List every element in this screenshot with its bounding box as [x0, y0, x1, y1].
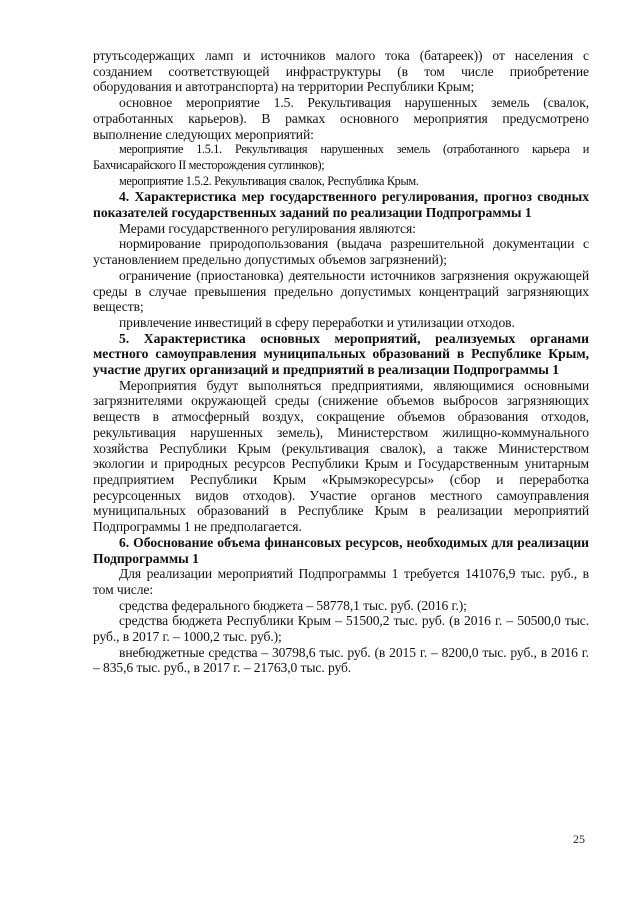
paragraph-regulation-intro: Мерами государственного регулирования являются:: [119, 220, 416, 236]
paragraph-rationing: нормирование природопользования (выдача разрешительной документации с установлением предельно допустимых объемов загрязнений);: [93, 236, 589, 268]
paragraph-restriction: ограничение (приостановка) деятельности источников загрязнения окружающей среды в случае превышения предельно допустимых концентраций загрязняющих веществ;: [93, 267, 589, 315]
section-heading-6: 6. Обоснование объема финансовых ресурсов, необходимых для реализации Подпрограммы 1: [93, 534, 589, 566]
paragraph-regional-budget: средства бюджета Республики Крым – 51500,2 тыс. руб. (в 2016 г. – 50500,0 тыс. руб., в 2017 г. – 1000,2 тыс. руб.);: [93, 613, 589, 645]
paragraph-federal-budget: средства федерального бюджета – 58778,1 тыс. руб. (2016 г.);: [119, 597, 467, 613]
paragraph-funding-total: Для реализации мероприятий Подпрограммы 1 требуется 141076,9 тыс. руб., в том числе:: [93, 566, 589, 597]
document-body: [93, 48, 589, 676]
section-heading-4: 4. Характеристика мер государственного регулирования, прогноз сводных показателей государственных заданий по реализации Подпрограммы 1: [93, 189, 589, 221]
paragraph-measure-1-5-2: мероприятие 1.5.2. Рекультивация свалок, Республика Крым.: [119, 173, 419, 188]
paragraph-measure-1-5-1: мероприятие 1.5.1. Рекультивация нарушенных земель (отработанного карьера и Бахчисарайского II месторождения суглинков);: [93, 142, 589, 172]
paragraph-extrabudgetary: внебюджетные средства – 30798,6 тыс. руб. (в 2015 г. – 8200,0 тыс. руб., в 2016 г. – 835,6 тыс. руб., в 2017 г. – 21763,0 тыс. руб.: [93, 644, 589, 676]
paragraph-measure-1-5: основное мероприятие 1.5. Рекультивация нарушенных земель (свалок, отработанных карьеров). В рамках основного мероприятия предусмотрено выполнение следующих мероприятий:: [93, 95, 589, 142]
section-heading-5: 5. Характеристика основных мероприятий, реализуемых органами местного самоуправления муниципальных образований в Республике Крым, участие других организаций и предприятий в реализации Подпрограммы 1: [93, 330, 589, 378]
paragraph-investment: привлечение инвестиций в сферу переработки и утилизации отходов.: [119, 314, 515, 330]
paragraph-continuation: ртутьсодержащих ламп и источников малого тока (батареек)) от населения с созданием соответствующей инфраструктуры (в том числе приобретение оборудования и автотранспорта) на территории Республики Крым;: [93, 48, 589, 95]
page-number: 25: [573, 832, 585, 846]
paragraph-executors: Мероприятия будут выполняться предприятиями, являющимися основными загрязнителями окружающей среды (снижение объемов выбросов загрязняющих веществ в атмосферный воздух, сокращение объемов образования отходов, рекультивация нарушенных земель), Министерством жилищно-коммунального хозяйства Республики Крым (рекультивация свалок), а также Министерством экологии и природных ресурсов Республики Крым и Государственным унитарным предприятием Республики Крым «Крымэкоресурсы» (сбор и переработка ресурсоценных видов отходов). Участие органов местного самоуправления муниципальных образований в Республике Крым в реализации мероприятий Подпрограммы 1 не предполагается.: [93, 377, 589, 535]
